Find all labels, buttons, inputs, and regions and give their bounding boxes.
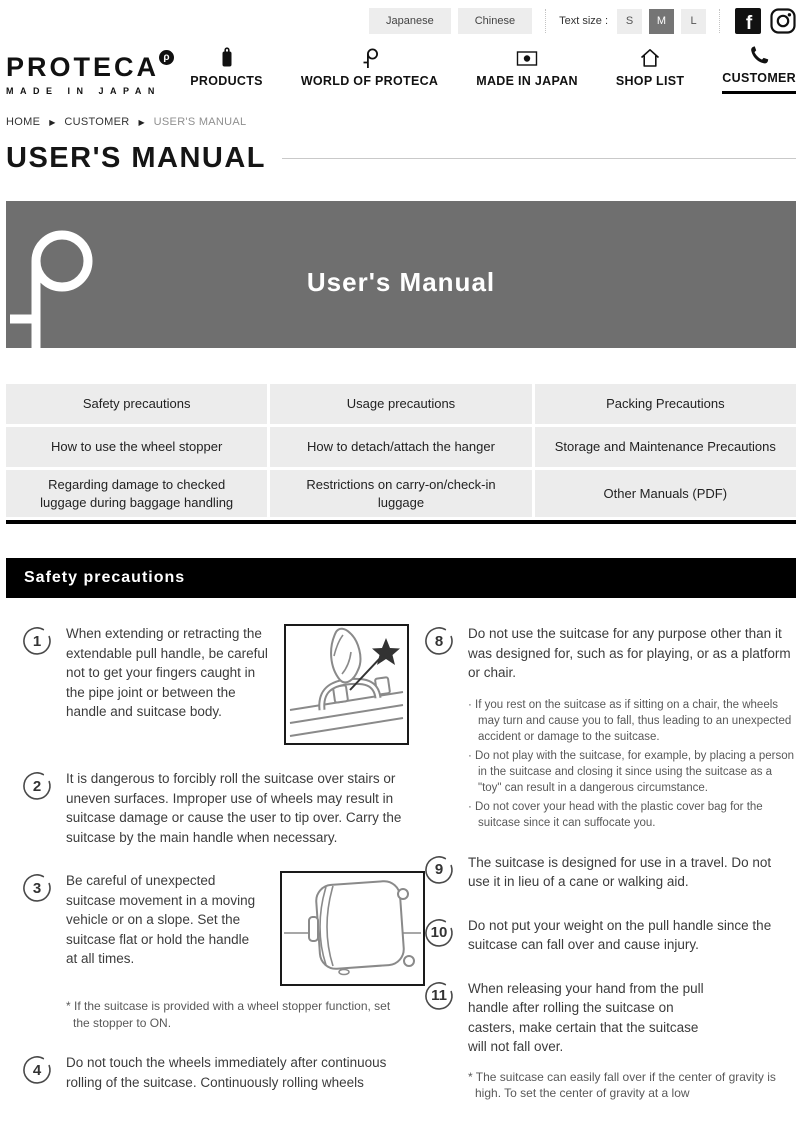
link-storage-maintenance[interactable]: Storage and Maintenance Precautions (535, 427, 796, 467)
link-wheel-stopper[interactable]: How to use the wheel stopper (6, 427, 267, 467)
banner-title: User's Manual (306, 267, 496, 297)
flat-suitcase-illustration (280, 871, 425, 986)
proteca-logo[interactable] (6, 54, 174, 96)
instagram-icon[interactable] (770, 8, 796, 34)
facebook-icon[interactable] (735, 8, 761, 34)
phone-icon (747, 44, 771, 66)
number-badge: 3 (20, 871, 54, 905)
title-rule (282, 158, 796, 159)
title-bar (0, 142, 802, 175)
nav-item-shop-list[interactable]: SHOP LIST (616, 47, 684, 94)
house-icon (638, 47, 662, 69)
language-button-japanese[interactable]: Japanese (369, 8, 451, 34)
list-item-4 (20, 1053, 402, 1092)
proteca-p-mark-icon: ρ (159, 50, 174, 65)
link-hanger[interactable]: How to detach/attach the hanger (270, 427, 531, 467)
brand-wordmark: PROTECA (6, 52, 160, 82)
number-badge: 11 (422, 979, 456, 1013)
divider (719, 9, 720, 33)
language-button-chinese[interactable]: Chinese (458, 8, 532, 34)
list-item-1 (20, 624, 402, 745)
svg-text:f: f (745, 13, 753, 34)
japan-flag-icon (515, 47, 539, 69)
bullet: · If you rest on the suitcase as if sitting on a chair, the wheels may turn and cause you to fall, thus leading to an unexpected accident or damage to the suitcase. (468, 697, 796, 745)
number-badge: 10 (422, 916, 456, 950)
bullet: · Do not play with the suitcase, for example, by placing a person in the suitcase and closing it since using the suitcase as a "toy" can result in a dangerous circumstance. (468, 748, 796, 796)
nav-item-world-of-proteca[interactable]: WORLD OF PROTECA (301, 47, 438, 94)
section-title: Safety precautions (24, 569, 186, 587)
item-text: It is dangerous to forcibly roll the suitcase over stairs or uneven surfaces. Improper use of wheels may result in suitcase damage or cause the user to tip over. Carry the suitcase by the main handle when necessary. (66, 771, 402, 845)
link-checked-luggage-damage[interactable]: Regarding damage to checked luggage during baggage handling (6, 470, 267, 517)
link-usage-precautions[interactable]: Usage precautions (270, 384, 531, 424)
link-carry-on-restrictions[interactable]: Restrictions on carry-on/check-in luggage (270, 470, 531, 517)
list-item-9 (422, 853, 796, 892)
list-item-10 (422, 916, 796, 955)
item-text: Do not touch the wheels immediately after continuous rolling of the suitcase. Continuously rolling wheels (66, 1055, 387, 1090)
item-8-bullets (468, 697, 796, 831)
bullet: · Do not cover your head with the plastic cover bag for the suitcase since it can suffocate you. (468, 799, 796, 831)
nav-item-made-in-japan[interactable]: MADE IN JAPAN (476, 47, 578, 94)
number-badge: 2 (20, 769, 54, 803)
handle-pinch-illustration (284, 624, 409, 745)
breadcrumb-separator-icon: ▶ (49, 117, 56, 127)
list-item-8 (422, 624, 796, 683)
proteca-mark-icon (358, 47, 382, 69)
suitcase-icon (215, 47, 239, 69)
breadcrumb (0, 116, 802, 128)
item-text: Do not put your weight on the pull handle since the suitcase can fall over and cause injury. (468, 917, 772, 953)
section-header (6, 558, 796, 598)
breadcrumb-separator-icon: ▶ (138, 117, 145, 127)
number-badge: 4 (20, 1053, 54, 1087)
grid-bottom-rule (6, 520, 796, 524)
text-size-l-button[interactable]: L (681, 9, 706, 34)
number-badge: 9 (422, 853, 456, 887)
number-badge: 1 (20, 624, 54, 658)
breadcrumb-current: USER'S MANUAL (153, 116, 247, 128)
hero-banner (6, 201, 796, 348)
list-item-3 (20, 871, 402, 986)
brand-tagline: MADE IN JAPAN (6, 86, 161, 96)
breadcrumb-customer[interactable]: CUSTOMER (64, 116, 130, 128)
manual-quick-links (6, 384, 796, 524)
nav-item-products[interactable]: PRODUCTS (190, 47, 263, 94)
right-column (418, 624, 796, 1102)
item-text: Be careful of unexpected suitcase movement in a moving vehicle or on a slope. Set the suitcase flat or hold the handle at all times. (66, 873, 256, 967)
nav-item-customer[interactable]: CUSTOMER (722, 44, 796, 94)
item-text: Do not use the suitcase for any purpose other than it was designed for, such as for playing, or as a platform or chair. (468, 626, 791, 681)
left-column (6, 624, 402, 1102)
number-badge: 8 (422, 624, 456, 658)
text-size-label: Text size : (559, 15, 608, 27)
breadcrumb-home[interactable]: HOME (6, 116, 41, 128)
text-size-m-button[interactable]: M (649, 9, 674, 34)
text-size-s-button[interactable]: S (617, 9, 642, 34)
divider (545, 9, 546, 33)
item-text: When releasing your hand from the pull handle after rolling the suitcase on casters, make certain that the suitcase will not fall over. (468, 980, 704, 1055)
safety-precautions-content (0, 624, 802, 1102)
item-text: When extending or retracting the extendable pull handle, be careful not to get your fingers caught in the pipe joint or between the handle and suitcase body. (66, 626, 268, 720)
list-item-2 (20, 769, 402, 847)
item-3-note: * If the suitcase is provided with a wheel stopper function, set the stopper to ON. (66, 999, 391, 1030)
utility-bar (0, 0, 802, 38)
list-item-11 (422, 979, 796, 1057)
page-title: USER'S MANUAL (6, 142, 267, 174)
link-safety-precautions[interactable]: Safety precautions (6, 384, 267, 424)
item-text: The suitcase is designed for use in a travel. Do not use it in lieu of a cane or walking aid. (468, 854, 772, 890)
header (0, 38, 802, 96)
main-nav (190, 44, 796, 96)
link-packing-precautions[interactable]: Packing Precautions (535, 384, 796, 424)
item-11-note: * The suitcase can easily fall over if the center of gravity is high. To set the center of gravity at a low (468, 1069, 776, 1101)
link-other-manuals-pdf[interactable]: Other Manuals (PDF) (535, 470, 796, 517)
